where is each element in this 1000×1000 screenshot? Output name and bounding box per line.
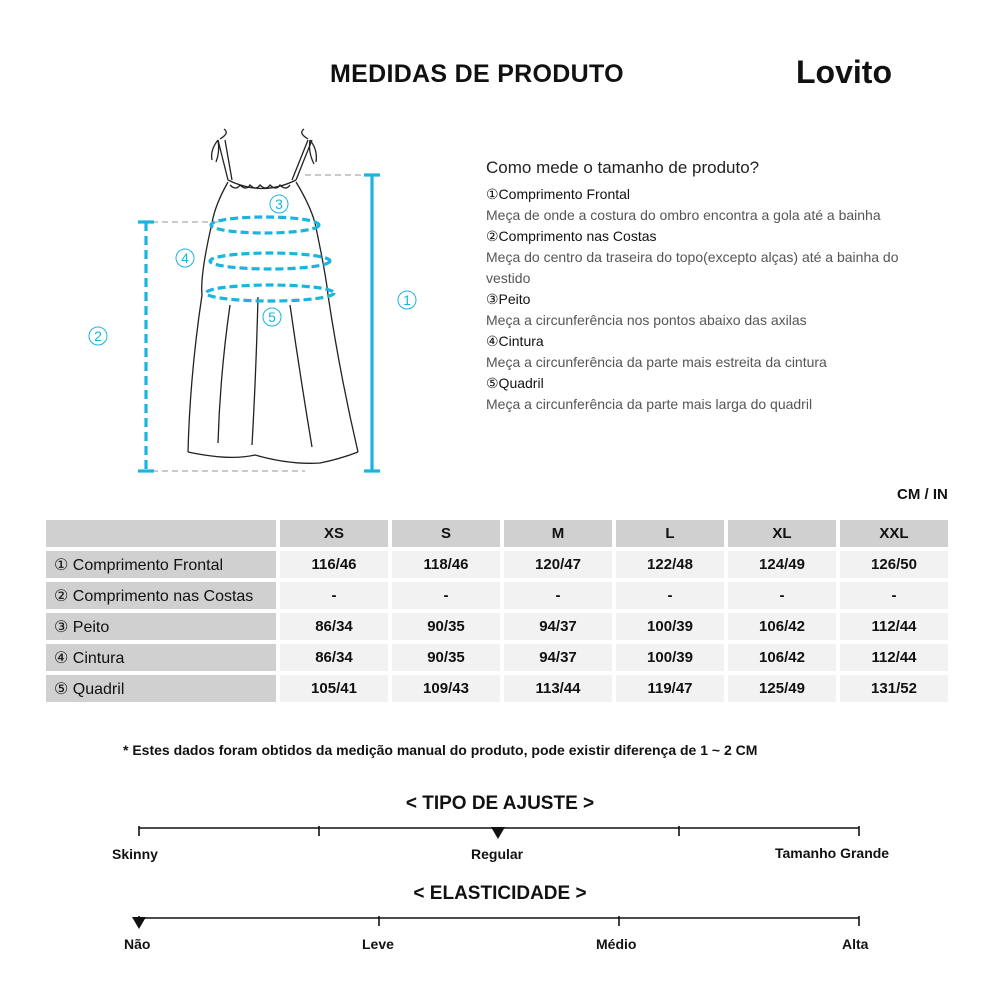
instruction-item xyxy=(486,226,926,289)
size-value-cell: - xyxy=(840,582,948,609)
fit-label-skinny: Skinny xyxy=(112,846,158,862)
dress-measurement-diagram xyxy=(80,125,440,485)
instruction-head: ⑤Quadril xyxy=(486,375,544,391)
elasticity-label-light: Leve xyxy=(362,936,394,952)
instruction-desc: Meça a circunferência da parte mais estreita da cintura xyxy=(486,354,827,370)
row-label: ③ Peito xyxy=(46,613,276,640)
size-value-cell: 112/44 xyxy=(840,613,948,640)
elasticity-label-none: Não xyxy=(124,936,151,952)
instruction-head: ③Peito xyxy=(486,291,531,307)
size-value-cell: 106/42 xyxy=(728,613,836,640)
instruction-item xyxy=(486,331,926,373)
instruction-desc: Meça do centro da traseira do topo(excepto alças) até a bainha do vestido xyxy=(486,249,899,286)
table-row xyxy=(46,675,948,702)
marker-3: 3 xyxy=(275,196,283,212)
size-value-cell: 94/37 xyxy=(504,613,612,640)
table-row xyxy=(46,551,948,578)
size-value-cell: 124/49 xyxy=(728,551,836,578)
size-value-cell: 113/44 xyxy=(504,675,612,702)
elasticity-scale-title: < ELASTICIDADE > xyxy=(413,883,587,904)
size-value-cell: - xyxy=(280,582,388,609)
size-value-cell: 100/39 xyxy=(616,613,724,640)
size-value-cell: 90/35 xyxy=(392,613,500,640)
size-table xyxy=(42,516,952,706)
marker-2: 2 xyxy=(94,328,102,344)
size-value-cell: 86/34 xyxy=(280,644,388,671)
fit-scale-title: < TIPO DE AJUSTE > xyxy=(405,793,595,814)
measurement-instructions xyxy=(486,158,926,415)
size-value-cell: 131/52 xyxy=(840,675,948,702)
marker-1: 1 xyxy=(403,292,411,308)
size-header: XXL xyxy=(840,520,948,547)
marker-4: 4 xyxy=(181,250,189,266)
size-header: XS xyxy=(280,520,388,547)
row-label: ① Comprimento Frontal xyxy=(46,551,276,578)
size-value-cell: 94/37 xyxy=(504,644,612,671)
size-value-cell: - xyxy=(504,582,612,609)
size-header-row xyxy=(46,520,948,547)
instruction-head: ①Comprimento Frontal xyxy=(486,186,631,202)
instruction-item xyxy=(486,373,926,415)
unit-label: CM / IN xyxy=(897,486,948,503)
size-value-cell: 105/41 xyxy=(280,675,388,702)
instruction-desc: Meça de onde a costura do ombro encontra a gola até a bainha xyxy=(486,207,881,223)
size-value-cell: - xyxy=(392,582,500,609)
instruction-desc: Meça a circunferência nos pontos abaixo das axilas xyxy=(486,312,807,328)
row-label: ④ Cintura xyxy=(46,644,276,671)
instruction-head: ④Cintura xyxy=(486,333,544,349)
row-label: ⑤ Quadril xyxy=(46,675,276,702)
size-value-cell: 119/47 xyxy=(616,675,724,702)
instruction-desc: Meça a circunferência da parte mais larga do quadril xyxy=(486,396,813,412)
elasticity-label-medium: Médio xyxy=(596,936,637,952)
table-row xyxy=(46,644,948,671)
instruction-item xyxy=(486,184,926,226)
size-header: L xyxy=(616,520,724,547)
table-row xyxy=(46,582,948,609)
fit-selected-marker xyxy=(491,827,505,839)
size-value-cell: 112/44 xyxy=(840,644,948,671)
size-value-cell: 90/35 xyxy=(392,644,500,671)
fit-label-large: Tamanho Grande xyxy=(775,845,890,861)
size-value-cell: 100/39 xyxy=(616,644,724,671)
size-value-cell: 118/46 xyxy=(392,551,500,578)
instruction-item xyxy=(486,289,926,331)
fit-label-regular: Regular xyxy=(471,846,524,862)
size-header: M xyxy=(504,520,612,547)
instruction-head: ②Comprimento nas Costas xyxy=(486,228,657,244)
size-value-cell: 122/48 xyxy=(616,551,724,578)
size-value-cell: - xyxy=(728,582,836,609)
instructions-title: Como mede o tamanho de produto? xyxy=(486,158,760,177)
row-label: ② Comprimento nas Costas xyxy=(46,582,276,609)
size-value-cell: 109/43 xyxy=(392,675,500,702)
page-title: MEDIDAS DE PRODUTO xyxy=(330,60,624,88)
marker-5: 5 xyxy=(268,309,276,325)
corner-cell xyxy=(46,520,276,547)
size-value-cell: 86/34 xyxy=(280,613,388,640)
size-value-cell: 125/49 xyxy=(728,675,836,702)
size-value-cell: 116/46 xyxy=(280,551,388,578)
elasticity-selected-marker xyxy=(132,917,146,929)
size-value-cell: - xyxy=(616,582,724,609)
size-value-cell: 120/47 xyxy=(504,551,612,578)
measurement-note: * Estes dados foram obtidos da medição manual do produto, pode existir diferença de 1 ~ 2 CM xyxy=(123,742,758,758)
table-row xyxy=(46,613,948,640)
size-header: S xyxy=(392,520,500,547)
elasticity-label-high: Alta xyxy=(842,936,869,952)
brand-logo: Lovito xyxy=(796,54,892,90)
size-header: XL xyxy=(728,520,836,547)
size-value-cell: 126/50 xyxy=(840,551,948,578)
size-value-cell: 106/42 xyxy=(728,644,836,671)
